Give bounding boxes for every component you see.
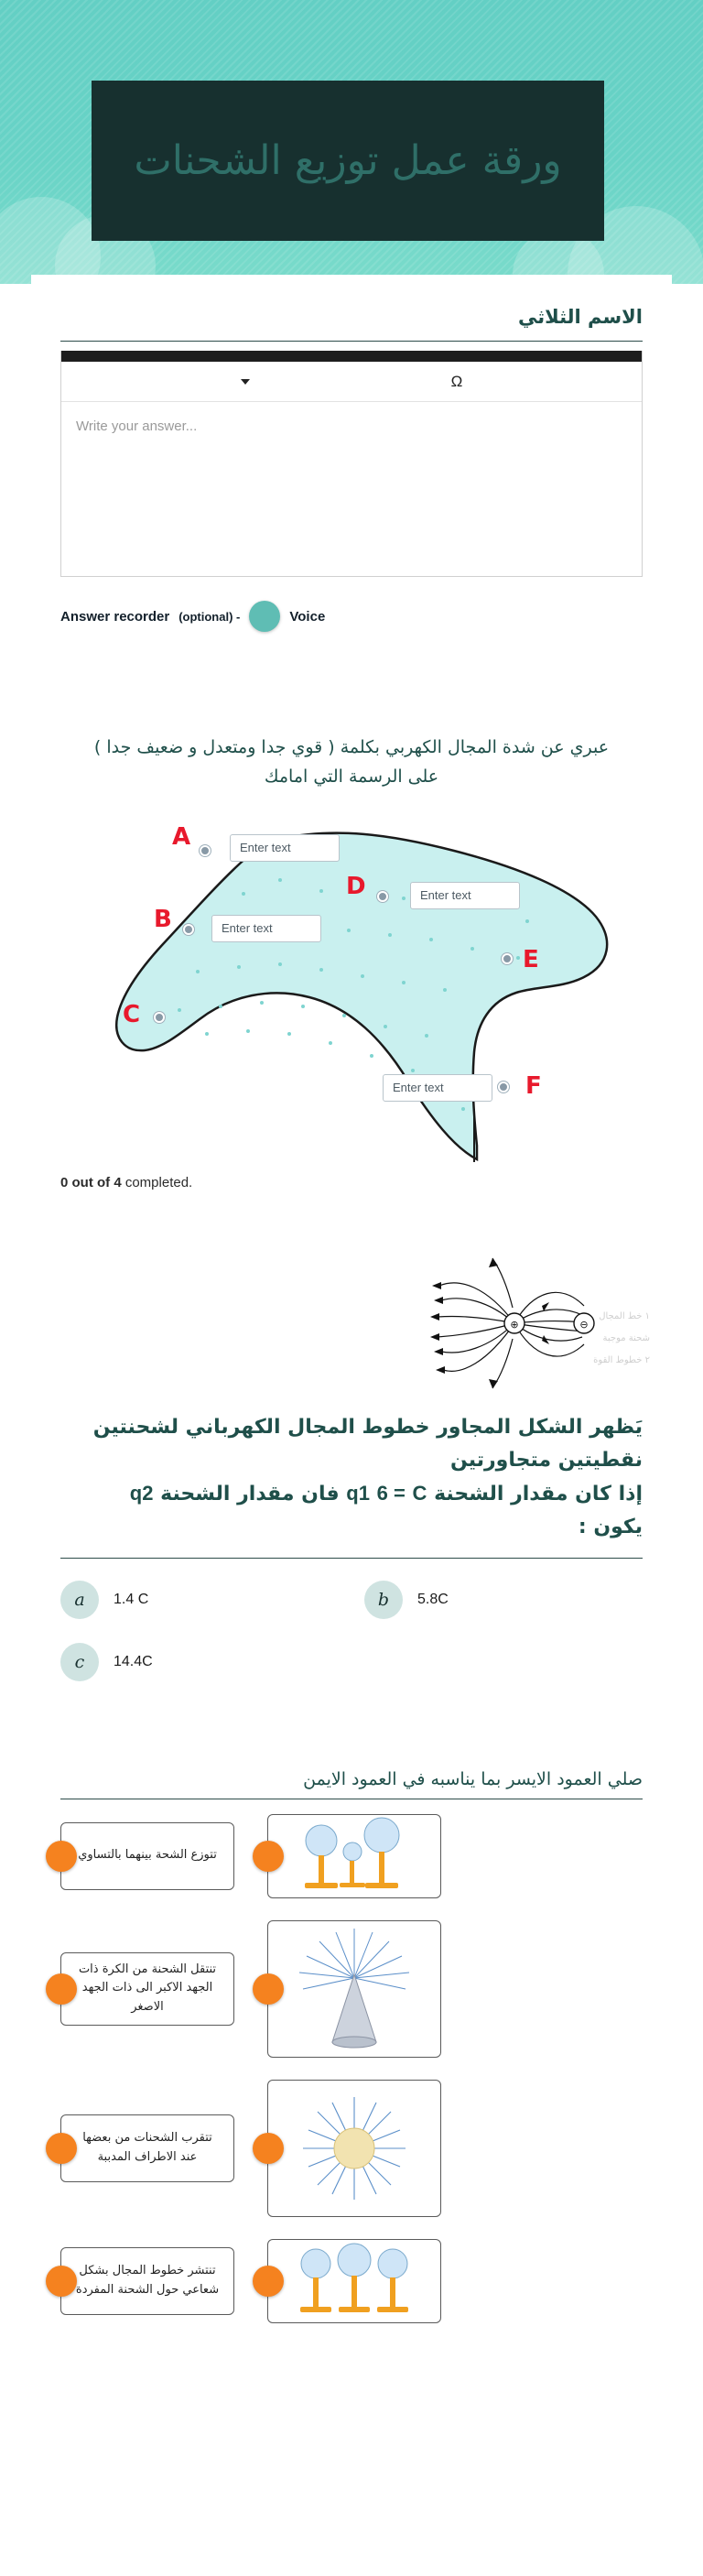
- pin-label-C: C: [123, 1000, 141, 1028]
- match-connector-right-4[interactable]: [253, 2266, 284, 2297]
- match-image-3[interactable]: [267, 2080, 441, 2217]
- three-spheres-on-stands-icon: [268, 2240, 440, 2322]
- blob-handle-E[interactable]: [502, 953, 513, 964]
- match-connector-left-4[interactable]: [46, 2266, 77, 2297]
- choice-list: [60, 1581, 643, 1681]
- match-text-2[interactable]: [60, 1952, 234, 2026]
- entry-input-A[interactable]: Enter text: [230, 834, 340, 862]
- match-image-1[interactable]: [267, 1814, 441, 1898]
- choice-key-c[interactable]: c: [60, 1643, 99, 1681]
- van-de-graaff-cone-icon: [268, 1921, 440, 2057]
- chevron-down-icon[interactable]: [241, 379, 250, 385]
- record-voice-button[interactable]: [249, 601, 280, 632]
- choice-row: [60, 1643, 643, 1681]
- question-2-prompt: [60, 733, 643, 792]
- pin-label-B: B: [154, 905, 172, 933]
- match-text-label-4: تنتشر خطوط المجال بشكل شعاعي حول الشحنة المفردة: [75, 2263, 220, 2297]
- recorder-label: Answer recorder: [60, 608, 170, 625]
- dipole-field-figure: [405, 1255, 650, 1397]
- match-connector-right-3[interactable]: [253, 2133, 284, 2164]
- match-text-label-2: تنتقل الشحنة من الكرة ذات الجهد الاكبر الى ذات الجهد الاصغر: [78, 1962, 217, 2015]
- svg-text:⊕: ⊕: [510, 1318, 519, 1331]
- match-image-2[interactable]: [267, 1920, 441, 2058]
- q3-charge-q2: q2: [129, 1482, 154, 1505]
- match-connector-left-1[interactable]: [46, 1841, 77, 1872]
- figure-caption-3: ٢ خطوط القوة: [593, 1354, 650, 1365]
- question-1-label: الاسم الثلاثي: [518, 306, 643, 328]
- entry-input-D[interactable]: Enter text: [410, 882, 520, 909]
- pin-label-A: A: [172, 822, 191, 851]
- matching-row: [60, 1920, 643, 2058]
- q3-unit-coulomb: C: [412, 1482, 427, 1505]
- q3-equals-six: 6 =: [376, 1482, 406, 1505]
- question-field-strength-block: [60, 733, 643, 1190]
- entry-input-B[interactable]: Enter text: [211, 915, 321, 942]
- q3-charge-q1: q1: [346, 1482, 370, 1505]
- choice-option-b[interactable]: [364, 1581, 643, 1619]
- worksheet-card: [31, 275, 672, 2473]
- choice-text-a: 1.4 C: [114, 1591, 149, 1607]
- question-name-block: [60, 306, 643, 632]
- match-connector-right-1[interactable]: [253, 1841, 284, 1872]
- match-connector-left-2[interactable]: [46, 1973, 77, 2005]
- match-text-3[interactable]: [60, 2114, 234, 2182]
- radiating-sphere-icon: [268, 2081, 440, 2216]
- two-spheres-on-stands-icon: [268, 1815, 440, 1897]
- choice-key-b[interactable]: b: [364, 1581, 403, 1619]
- pin-label-E: E: [523, 945, 539, 973]
- match-text-4[interactable]: [60, 2247, 234, 2315]
- match-text-label-3: تتقرب الشحنات من بعضها عند الاطراف المدببة: [82, 2130, 212, 2164]
- match-connector-right-2[interactable]: [253, 1973, 284, 2005]
- blob-handle-C[interactable]: [154, 1012, 165, 1023]
- question-dipole-block: [60, 1255, 650, 1681]
- question-matching-block: [60, 1769, 643, 2323]
- blob-handle-A[interactable]: [200, 845, 211, 856]
- pin-label-D: D: [346, 872, 366, 900]
- question-3-line1: يَظهر الشكل المجاور خطوط المجال الكهرباني لشحنتين نقطيتين متجاورتين: [92, 1415, 643, 1472]
- divider: [60, 1558, 643, 1559]
- match-text-1[interactable]: [60, 1822, 234, 1890]
- choice-row: [60, 1581, 643, 1619]
- recorder-voice-label: Voice: [289, 608, 326, 625]
- editor-toolbar-bar: [61, 351, 642, 362]
- pin-label-F: F: [525, 1071, 542, 1100]
- question-2-prompt-line1: عبري عن شدة المجال الكهربي بكلمة ( قوي جدا ومتعدل و ضعيف جدا ): [93, 737, 610, 757]
- matching-row: [60, 2080, 643, 2217]
- omega-symbol-icon[interactable]: Ω: [450, 372, 463, 390]
- progress-suffix: completed.: [124, 1174, 193, 1190]
- choice-text-c: 14.4C: [114, 1653, 153, 1669]
- answer-recorder: [60, 601, 643, 632]
- choice-option-a[interactable]: [60, 1581, 339, 1619]
- matching-row: [60, 2239, 643, 2323]
- blob-handle-F[interactable]: [498, 1081, 509, 1092]
- field-lines-svg: [405, 1255, 633, 1392]
- question-4-prompt: صلي العمود الايسر بما يناسبه في العمود الايمن: [303, 1768, 643, 1789]
- title-plate: [92, 81, 604, 241]
- q3-part-b: فان مقدار الشحنة: [160, 1483, 340, 1506]
- progress-status: [60, 1175, 643, 1190]
- divider: [60, 341, 643, 342]
- matching-grid: [60, 1814, 643, 2323]
- editor-toolbar-row[interactable]: [61, 362, 642, 402]
- question-3-line2: [60, 1477, 643, 1511]
- svg-text:⊖: ⊖: [579, 1318, 589, 1331]
- rich-text-editor[interactable]: [60, 351, 643, 577]
- choice-text-b: 5.8C: [417, 1591, 449, 1607]
- matching-row: [60, 1814, 643, 1898]
- figure-caption-1: ١ خط المجال: [599, 1310, 650, 1321]
- blob-handle-B[interactable]: [183, 924, 194, 935]
- choice-option-c[interactable]: [60, 1643, 362, 1681]
- entry-input-F[interactable]: Enter text: [383, 1074, 492, 1102]
- choice-key-a[interactable]: a: [60, 1581, 99, 1619]
- match-connector-left-3[interactable]: [46, 2133, 77, 2164]
- blob-shape: [60, 807, 665, 1164]
- figure-caption-2: شحنة موجبة: [602, 1332, 650, 1343]
- blob-handle-D[interactable]: [377, 891, 388, 902]
- page-title: ورقة عمل توزيع الشحنات: [134, 137, 562, 184]
- match-text-label-1: تتوزع الشحة بينهما بالتساوي: [78, 1848, 217, 1863]
- recorder-optional-label: (optional) -: [178, 609, 241, 624]
- question-3-prompt: [60, 1411, 643, 1545]
- answer-input[interactable]: Write your answer...: [76, 418, 198, 434]
- progress-count: 0 out of 4: [60, 1174, 122, 1190]
- match-image-4[interactable]: [267, 2239, 441, 2323]
- page-hero: [0, 0, 703, 284]
- charged-blob-diagram: [60, 807, 665, 1164]
- q3-part-a: إذا كان مقدار الشحنة: [434, 1483, 643, 1506]
- question-2-prompt-line2: على الرسمة التي امامك: [264, 766, 439, 788]
- question-3-line3: يكون :: [578, 1516, 643, 1539]
